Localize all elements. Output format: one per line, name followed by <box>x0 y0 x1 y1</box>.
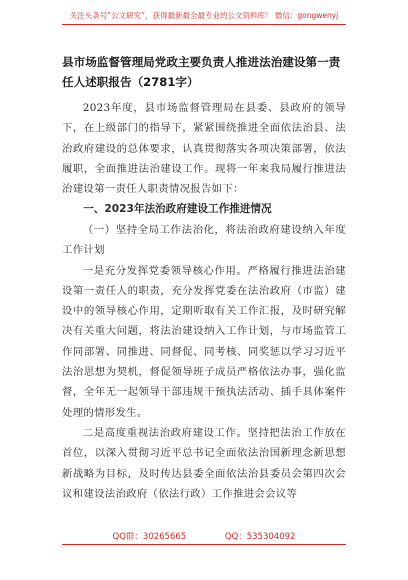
subsection-heading: （一）坚持全局工作法治化，将法治政府建设纳入年度工作计划 <box>62 223 346 257</box>
header-notice: 关注头条号“公文研究”，获得最新最全最专业的公文资料库！ 微信：gongwenyj <box>69 11 339 20</box>
footer-divider <box>62 544 346 545</box>
body-paragraph: 二是高度重视法治政府建设工作。坚持把法治工作放在首位，以深入贯彻习近平总书记全面依法治国新理念新思想新战略为目标，及时传达县委全面依法治县委员会第四次会议和建设法治政府（依法行政）工作推进会会议等 <box>62 426 346 500</box>
body-paragraph: 一是充分发挥党委领导核心作用。严格履行推进法治建设第一责任人的职责，充分发挥党委在法治政府（市监）建设中的领导核心作用，定期听取有关工作汇报，及时研究解决有关重大问题，将法治建设纳入工作计划，与市场监管工作同部署、同推进、同督促、同考核、同奖惩以学习习近平法治思想为契机，督促领导班子成员严格依法办事，强化监督，全年无一起领导干部违规干预执法活动、插手具体案件处理的情形发生。 <box>62 264 346 419</box>
document-body <box>62 52 346 504</box>
section-heading: 一、2023年法治政府建设工作推进情况 <box>83 203 272 216</box>
footer-qq: QQ：535304092 <box>224 532 296 542</box>
footer-contact <box>0 530 408 542</box>
body-paragraph: 2023年度，县市场监督管理局在县委、县政府的领导下，在上级部门的指导下，紧紧围绕推进全面依法治县、法治政府建设的总体要求，认真贯彻落实各项决策部署，依法履职，全面推进法治建设工作。现将一年来我局履行推进法治建设第一责任人职责情况报告如下： <box>62 102 346 196</box>
document-title: 县市场监督管理局党政主要负责人推进法治建设第一责任人述职报告（2781字） <box>62 55 341 89</box>
header-divider <box>62 24 346 25</box>
footer-qq-group: QQ群：30265665 <box>112 532 187 542</box>
